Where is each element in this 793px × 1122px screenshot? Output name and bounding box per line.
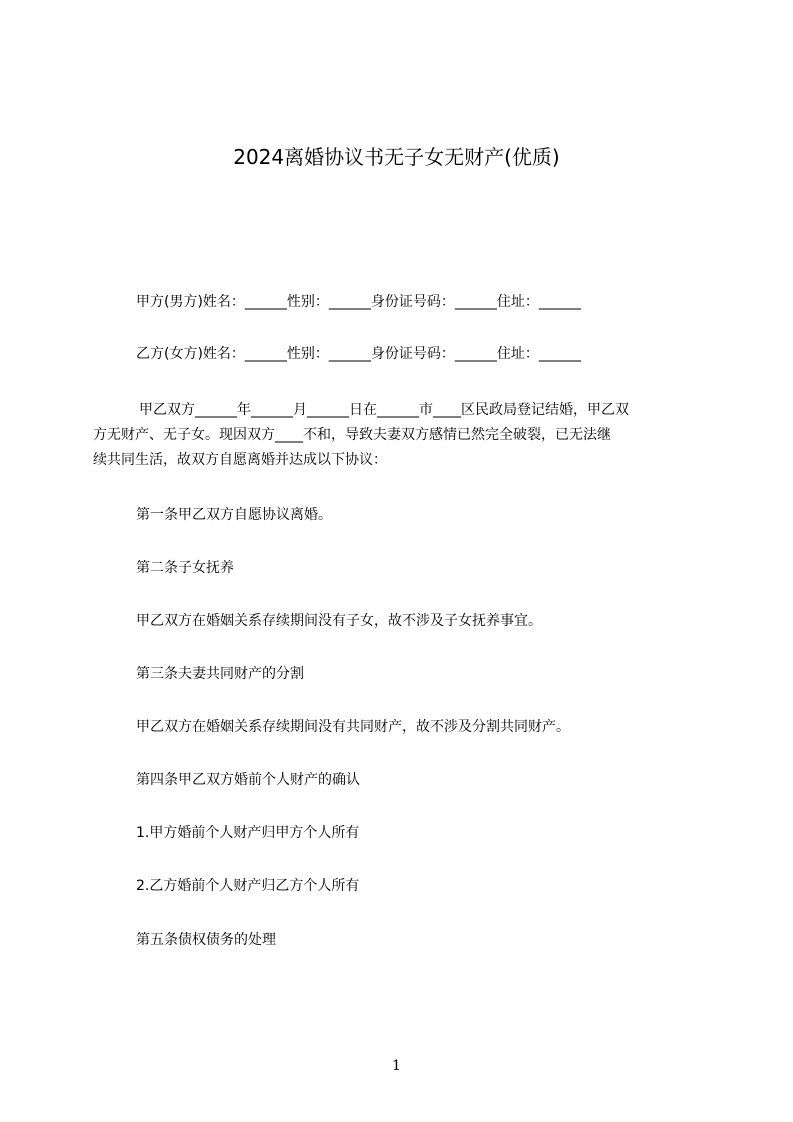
intro-line-2: 方无财产、无子女。现因双方____不和，导致夫妻双方感情已然完全破裂，已无法继 (93, 427, 611, 443)
article-2-body: 甲乙双方在婚姻关系存续期间没有子女，故不涉及子女抚养事宜。 (136, 613, 542, 629)
party-b-line: 乙方(女方)姓名：______性别：______身份证号码：______住址：______ (136, 346, 581, 362)
intro-line-3: 续共同生活，故双方自愿离婚并达成以下协议： (93, 452, 387, 468)
intro-line-1: 甲乙双方______年______月______日在______市____区民政局登记结婚，甲乙双 (139, 402, 629, 418)
article-2-heading: 第二条子女抚养 (136, 560, 234, 576)
intro-paragraph (93, 398, 713, 473)
article-5-heading: 第五条债权债务的处理 (136, 932, 276, 948)
party-a-line: 甲方(男方)姓名：______性别：______身份证号码：______住址：______ (136, 294, 581, 310)
article-4-item-2: 2.乙方婚前个人财产归乙方个人所有 (136, 878, 360, 894)
article-3-body: 甲乙双方在婚姻关系存续期间没有共同财产，故不涉及分割共同财产。 (136, 719, 570, 735)
page-number: 1 (392, 1058, 401, 1074)
article-4-item-1: 1.甲方婚前个人财产归甲方个人所有 (136, 825, 360, 841)
document-title: 2024离婚协议书无子女无财产(优质) (233, 145, 560, 169)
article-4-heading: 第四条甲乙双方婚前个人财产的确认 (136, 772, 360, 788)
article-1: 第一条甲乙双方自愿协议离婚。 (136, 507, 332, 523)
article-3-heading: 第三条夫妻共同财产的分割 (136, 666, 304, 682)
